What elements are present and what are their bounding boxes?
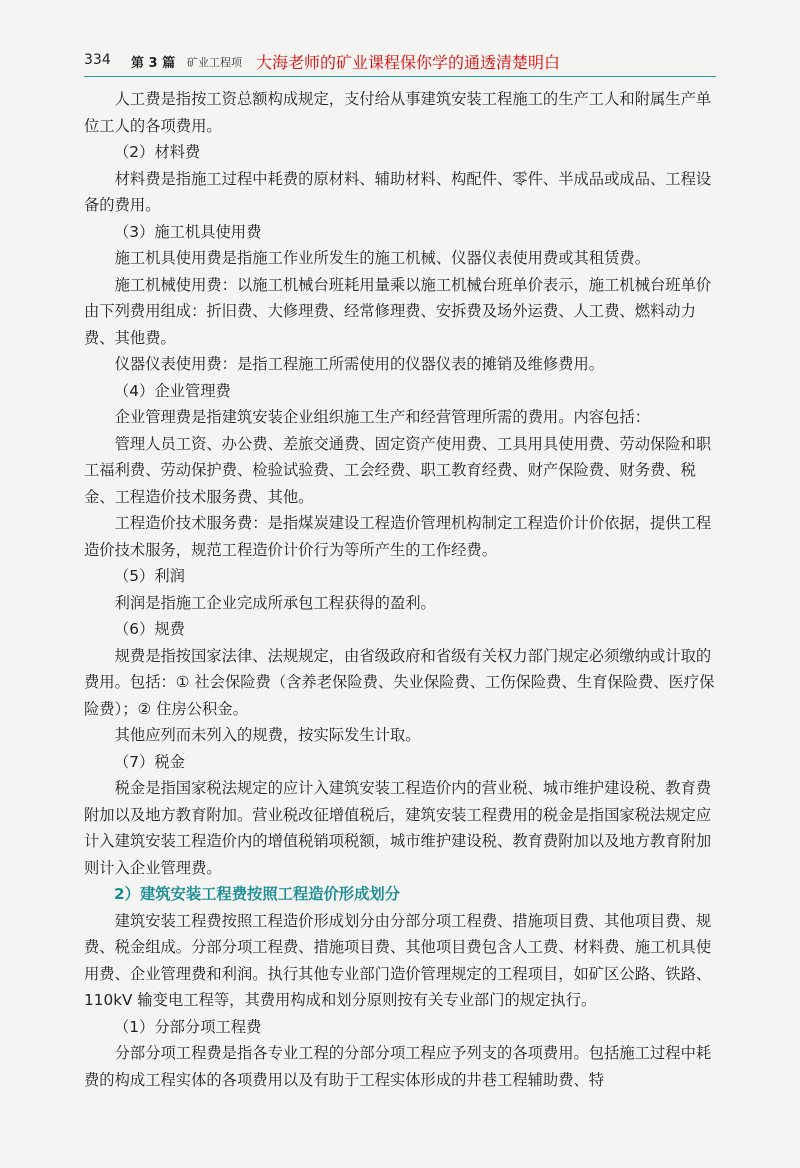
section-heading: 2）建筑安装工程费按照工程造价形成划分: [114, 885, 400, 903]
paragraph: 分部分项工程费是指各专业工程的分部分项工程应予列支的各项费用。包括施工过程中耗费的构成工程实体的各项费用以及有助于工程实体形成的井巷工程辅助费、特: [84, 1044, 712, 1089]
list-item-heading: （6）规费: [114, 620, 185, 638]
paragraph: 建筑安装工程费按照工程造价形成划分由分部分项工程费、措施项目费、其他项目费、规费、税金组成。分部分项工程费、措施项目费、其他项目费包含人工费、材料费、施工机具使用费、企业管理费和利润。执行其他专业部门造价管理规定的工程项目，如矿区公路、铁路、110kV 输变电工程等，其费用构成和划分原则按有关专业部门的规定执行。: [84, 911, 712, 1009]
list-item-heading: （1）分部分项工程费: [114, 1017, 262, 1036]
watermark-text: 大海老师的矿业课程保你学的通透清楚明白: [256, 53, 561, 72]
list-item-heading: （2）材料费: [114, 143, 201, 161]
page-body: [84, 86, 716, 1093]
list-item-heading: （3）施工机具使用费: [114, 222, 262, 241]
paragraph: 利润是指施工企业完成所承包工程获得的盈利。: [114, 593, 436, 612]
page-header: [84, 50, 716, 74]
page-number: 334: [84, 52, 111, 68]
paragraph: 施工机械使用费：以施工机械台班耗用量乘以施工机械台班单价表示，施工机械台班单价由下列费用组成：折旧费、大修理费、经常修理费、安拆费及场外运费、人工费、燃料动力费、其他费。: [84, 275, 712, 347]
header-rule: [84, 76, 716, 77]
paragraph: 规费是指按国家法律、法规规定，由省级政府和省级有关权力部门规定必须缴纳或计取的费用。包括：① 社会保险费（含养老保险费、失业保险费、工伤保险费、生育保险费、医疗保险费）；② 住房公积金。: [84, 646, 715, 718]
list-item-heading: （5）利润: [114, 567, 185, 585]
paragraph: 企业管理费是指建筑安装企业组织施工生产和经营管理所需的费用。内容包括：: [114, 408, 650, 426]
paragraph: 施工机具使用费是指施工作业所发生的施工机械、仪器仪表使用费或其租赁费。: [114, 249, 650, 267]
paragraph: 管理人员工资、办公费、差旅交通费、固定资产使用费、工具用具使用费、劳动保险和职工福利费、劳动保护费、检验试验费、工会经费、职工教育经费、财产保险费、财务费、税金、工程造价技术服务费、其他。: [84, 434, 712, 506]
paragraph: 其他应列而未列入的规费，按实际发生计取。: [114, 726, 421, 744]
paragraph: 材料费是指施工过程中耗费的原材料、辅助材料、构配件、零件、半成品或成品、工程设备的费用。: [84, 169, 712, 214]
list-item-heading: （4）企业管理费: [114, 381, 231, 400]
paragraph: 人工费是指按工资总额构成规定，支付给从事建筑安装工程施工的生产工人和附属生产单位工人的各项费用。: [84, 90, 712, 135]
paragraph: 工程造价技术服务费：是指煤炭建设工程造价管理机构制定工程造价计价依据，提供工程造价技术服务，规范工程造价计价行为等所产生的工作经费。: [84, 514, 712, 559]
section-label: 矿业工程项: [187, 56, 242, 69]
part-label: 第 3 篇: [131, 56, 176, 71]
paragraph: 仪器仪表使用费：是指工程施工所需使用的仪器仪表的摊销及维修费用。: [114, 355, 605, 373]
list-item-heading: （7）税金: [114, 752, 185, 771]
paragraph: 税金是指国家税法规定的应计入建筑安装工程造价内的营业税、城市维护建设税、教育费附加以及地方教育附加。营业税改征增值税后，建筑安装工程费用的税金是指国家税法规定应计入建筑安装工程造价内的增值税销项税额，城市维护建设税、教育费附加以及地方教育附加则计入企业管理费。: [84, 779, 712, 877]
